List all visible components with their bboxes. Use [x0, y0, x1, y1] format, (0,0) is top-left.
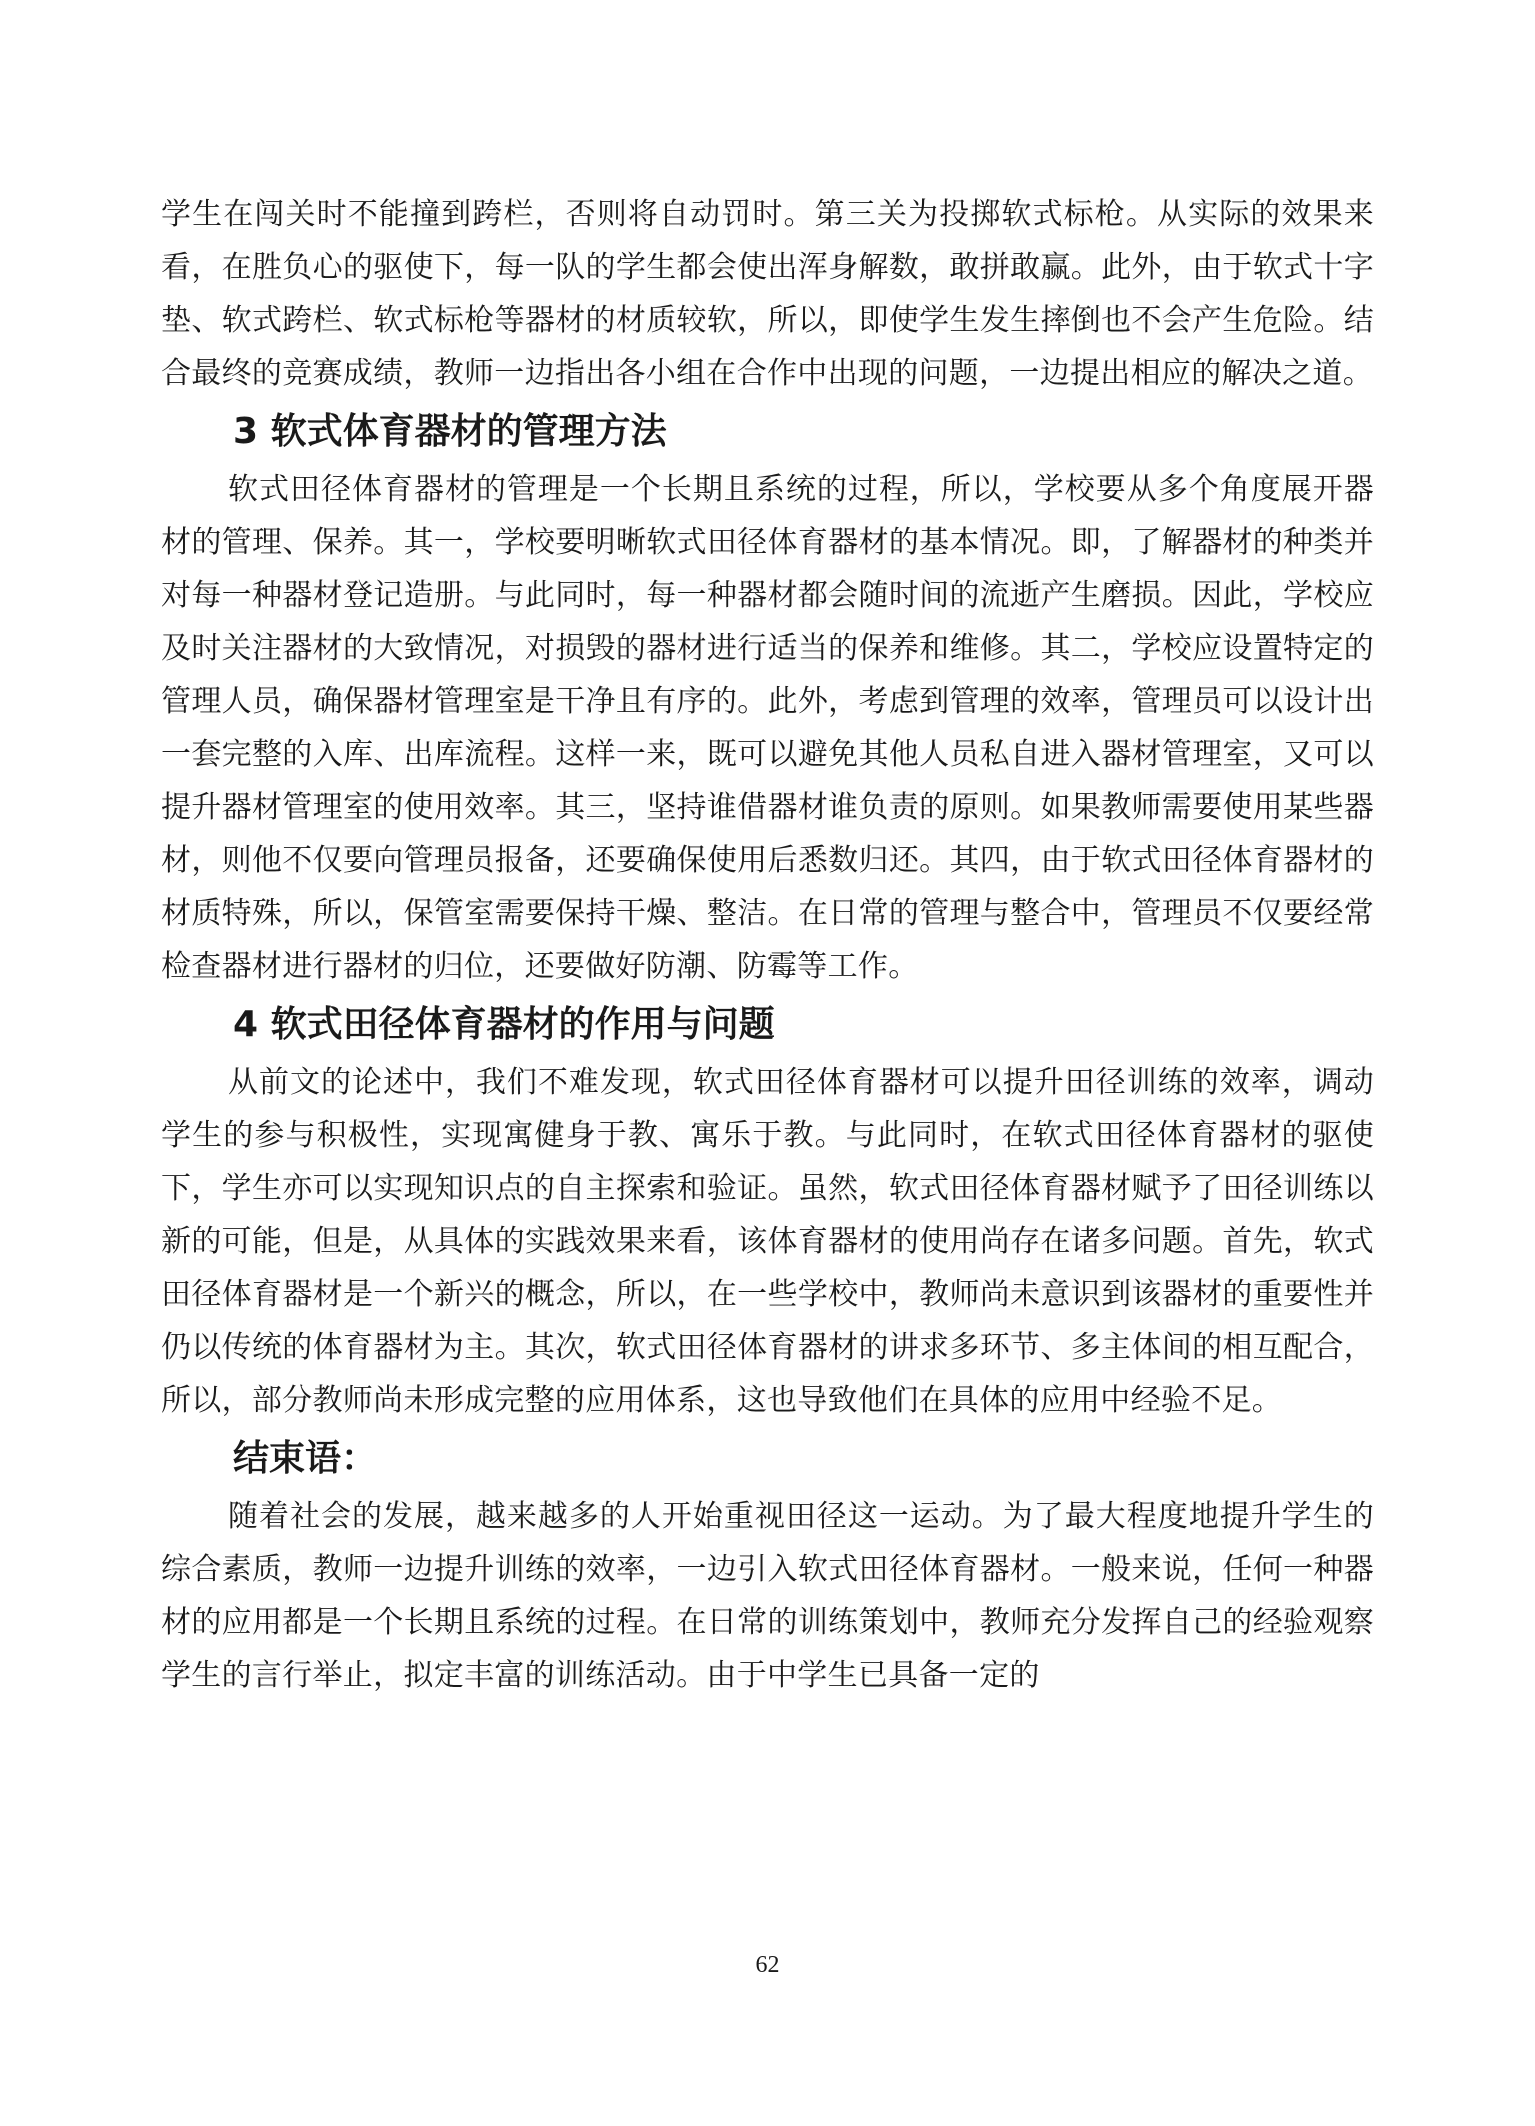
conclusion-paragraph: 随着社会的发展，越来越多的人开始重视田径这一运动。为了最大程度地提升学生的综合素质，教师一边提升训练的效率，一边引入软式田径体育器材。一般来说，任何一种器材的应用都是一个长期且系统的过程。在日常的训练策划中，教师充分发挥自己的经验观察学生的言行举止，拟定丰富的训练活动。由于中学生已具备一定的: [161, 1499, 1374, 1693]
page-body: [161, 188, 1374, 1702]
section-4-paragraph: 从前文的论述中，我们不难发现，软式田径体育器材可以提升田径训练的效率，调动学生的参与积极性，实现寓健身于教、寓乐于教。与此同时，在软式田径体育器材的驱使下，学生亦可以实现知识点的自主探索和验证。虽然，软式田径体育器材赋予了田径训练以新的可能，但是，从具体的实践效果来看，该体育器材的使用尚存在诸多问题。首先，软式田径体育器材是一个新兴的概念，所以，在一些学校中，教师尚未意识到该器材的重要性并仍以传统的体育器材为主。其次，软式田径体育器材的讲求多环节、多主体间的相互配合，所以，部分教师尚未形成完整的应用体系，这也导致他们在具体的应用中经验不足。: [161, 1065, 1374, 1418]
section-3-heading: 3 软式体育器材的管理方法: [233, 411, 667, 452]
conclusion-heading: 结束语：: [233, 1438, 378, 1479]
section-3-paragraph: 软式田径体育器材的管理是一个长期且系统的过程，所以，学校要从多个角度展开器材的管理、保养。其一，学校要明晰软式田径体育器材的基本情况。即，了解器材的种类并对每一种器材登记造册。与此同时，每一种器材都会随时间的流逝产生磨损。因此，学校应及时关注器材的大致情况，对损毁的器材进行适当的保养和维修。其二，学校应设置特定的管理人员，确保器材管理室是干净且有序的。此外，考虑到管理的效率，管理员可以设计出一套完整的入库、出库流程。这样一来，既可以避免其他人员私自进入器材管理室，又可以提升器材管理室的使用效率。其三，坚持谁借器材谁负责的原则。如果教师需要使用某些器材，则他不仅要向管理员报备，还要确保使用后悉数归还。其四，由于软式田径体育器材的材质特殊，所以，保管室需要保持干燥、整洁。在日常的管理与整合中，管理员不仅要经常检查器材进行器材的归位，还要做好防潮、防霉等工作。: [161, 472, 1374, 984]
continuation-paragraph: 学生在闯关时不能撞到跨栏，否则将自动罚时。第三关为投掷软式标枪。从实际的效果来看，在胜负心的驱使下，每一队的学生都会使出浑身解数，敢拼敢赢。此外，由于软式十字垫、软式跨栏、软式标枪等器材的材质较软，所以，即使学生发生摔倒也不会产生危险。结合最终的竞赛成绩，教师一边指出各小组在合作中出现的问题，一边提出相应的解决之道。: [161, 197, 1374, 391]
section-4-heading: 4 软式田径体育器材的作用与问题: [233, 1004, 775, 1045]
page-number: 62: [755, 1952, 780, 1978]
